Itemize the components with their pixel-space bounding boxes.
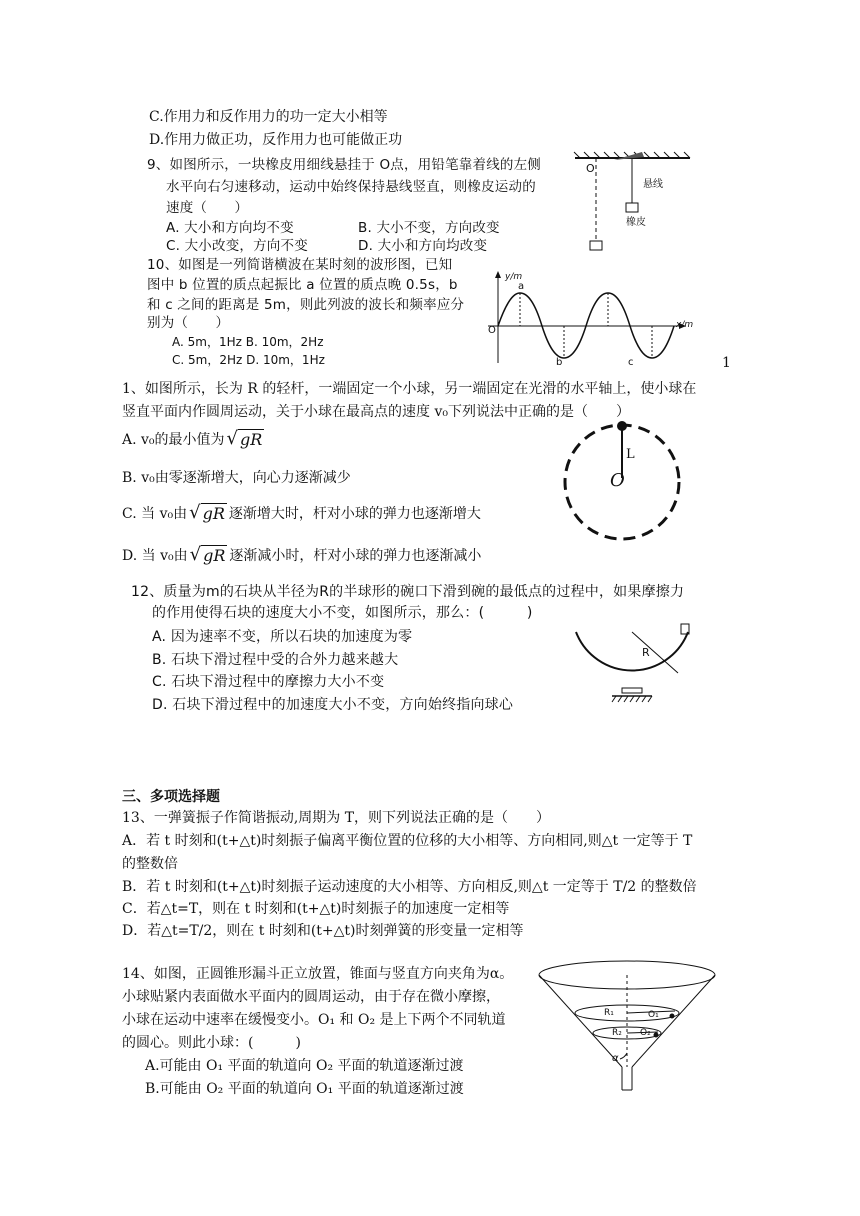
- q13-option-a-line1: A．若 t 时刻和(t+△t)时刻振子偏离平衡位置的位移的大小相等、方向相同,则△t 一定等于 T: [122, 833, 693, 849]
- q9-fig-eraser-label: 橡皮: [626, 217, 646, 228]
- q11-number-fragment: 1: [722, 355, 731, 371]
- q13-option-b: B．若 t 时刻和(t+△t)时刻振子运动速度的大小相等、方向相反,则△t 一定等于 T/2 的整数倍: [122, 879, 697, 895]
- q9-fig-line-label: 悬线: [643, 179, 663, 190]
- q10-fig-x-label: x/m: [676, 320, 694, 330]
- q14-option-b: B.可能由 O₂ 平面的轨道向 O₁ 平面的轨道逐渐过渡: [145, 1081, 464, 1097]
- q13-option-a-line2: 的整数倍: [122, 856, 178, 872]
- q8-option-c: C.作用力和反作用力的功一定大小相等: [149, 109, 388, 125]
- q12-option-d: D. 石块下滑过程中的加速度大小不变，方向始终指向球心: [152, 697, 514, 713]
- q10-stem-line1: 10、如图是一列简谐横波在某时刻的波形图，已知: [147, 257, 453, 273]
- q10-options-ab: A. 5m，1Hz B. 10m，2Hz: [172, 335, 324, 349]
- q14-fig-o1-label: O₁: [648, 1010, 659, 1020]
- q14-stem-line4: 的圆心。则此小球：( ): [122, 1035, 301, 1051]
- q13-option-c: C．若△t=T，则在 t 时刻和(t+△t)时刻振子的加速度一定相等: [122, 901, 510, 917]
- q12-stem-line2: 的作用使得石块的速度大小不变，如图所示，那么：( ): [152, 605, 533, 621]
- q11-option-a: [122, 428, 266, 450]
- q11-sqrt-body-d: gR: [203, 546, 226, 565]
- q12-stem-line1: 12、质量为m的石块从半径为R的半球形的碗口下滑到碗的最低点的过程中，如果摩擦力: [131, 584, 685, 600]
- q9-stem-line2: 水平向右匀速移动，运动中始终保持悬线竖直，则橡皮运动的: [166, 179, 536, 195]
- q11-option-b: B. v₀由零逐渐增大，向心力逐渐减少: [122, 470, 351, 486]
- q10-stem-line3: 和 c 之间的距离是 5m，则此列波的波长和频率应分: [147, 297, 465, 313]
- q10-stem-line4: 别为（ ）: [147, 315, 230, 331]
- q11-option-c-post: 逐渐增大时，杆对小球的弹力也逐渐增大: [228, 506, 481, 522]
- q11-sqrt-body-c: gR: [202, 504, 225, 523]
- q9-option-a: A. 大小和方向均不变: [166, 220, 294, 236]
- q14-fig-r2-label: R₂: [612, 1028, 622, 1038]
- q14-fig-r1-label: R₁: [604, 1008, 614, 1018]
- q9-option-b: B. 大小不变，方向改变: [358, 220, 500, 236]
- q9-option-d: D. 大小和方向均改变: [358, 238, 488, 254]
- q10-options-cd: C. 5m，2Hz D. 10m，1Hz: [172, 353, 325, 367]
- q11-option-a-text: A. v₀的最小值为: [122, 432, 225, 448]
- q12-option-c: C. 石块下滑过程中的摩擦力大小不变: [152, 674, 385, 690]
- q10-fig-a-label: a: [518, 281, 525, 292]
- q11-option-c: [122, 502, 481, 524]
- q9-option-c: C. 大小改变，方向不变: [166, 238, 308, 254]
- q14-stem-line1: 14、如图，正圆锥形漏斗正立放置，锥面与竖直方向夹角为α。: [122, 966, 514, 982]
- q12-option-a: A. 因为速率不变，所以石块的加速度为零: [152, 629, 413, 645]
- q9-fig-o-label: O: [586, 162, 595, 175]
- q11-option-c-sqrt: √ gR: [189, 502, 225, 523]
- q14-stem-line3: 小球在运动中速率在缓慢变小。O₁ 和 O₂ 是上下两个不同轨道: [122, 1012, 506, 1028]
- section-3-title: 三、多项选择题: [122, 789, 220, 805]
- q11-stem-line2: 竖直平面内作圆周运动，关于小球在最高点的速度 v₀下列说法中正确的是（ ）: [122, 404, 630, 420]
- q14-option-a: A.可能由 O₁ 平面的轨道向 O₂ 平面的轨道逐渐过渡: [145, 1058, 464, 1074]
- q9-stem-line3: 速度（ ）: [166, 200, 249, 216]
- q11-stem-line1: 1、如图所示，长为 R 的轻杆，一端固定一个小球，另一端固定在光滑的水平轴上，使小球在: [122, 381, 697, 397]
- q10-fig-c-label: c: [628, 357, 634, 368]
- q11-option-a-sqrt: √ gR: [226, 428, 263, 449]
- q11-circle-figure: [560, 418, 690, 548]
- q10-stem-line2: 图中 b 位置的质点起振比 a 位置的质点晚 0.5s，b: [147, 277, 458, 293]
- q11-option-c-pre: C. 当 v₀由: [122, 506, 188, 522]
- q11-option-d-sqrt: √ gR: [189, 544, 226, 565]
- q10-fig-y-label: y/m: [505, 272, 523, 282]
- q12-fig-r-label: R: [642, 646, 650, 659]
- q14-fig-o2-label: O₂: [640, 1028, 651, 1038]
- q14-fig-alpha-label: α: [612, 1053, 619, 1064]
- q9-stem-line1: 9、如图所示，一块橡皮用细线悬挂于 O点，用铅笔靠着线的左侧: [147, 157, 542, 173]
- q10-fig-o-label: O: [488, 325, 496, 336]
- q14-funnel-figure: [532, 955, 722, 1100]
- q11-option-d-pre: D. 当 v₀由: [122, 548, 188, 564]
- q11-option-d: [122, 544, 481, 566]
- q13-stem: 13、一弹簧振子作简谐振动,周期为 T，则下列说法正确的是（ ）: [122, 810, 551, 826]
- q10-fig-b-label: b: [556, 357, 563, 368]
- q14-stem-line2: 小球贴紧内表面做水平面内的圆周运动，由于存在微小摩擦，: [122, 989, 500, 1005]
- q8-option-d: D.作用力做正功，反作用力也可能做正功: [149, 132, 403, 148]
- q13-option-d: D．若△t=T/2，则在 t 时刻和(t+△t)时刻弹簧的形变量一定相等: [122, 923, 524, 939]
- q12-bowl-figure: [568, 618, 703, 708]
- q11-fig-l-label: L: [626, 447, 635, 462]
- q11-fig-o-label: O: [610, 470, 625, 491]
- q11-sqrt-body-a: gR: [240, 430, 263, 449]
- q12-option-b: B. 石块下滑过程中受的合外力越来越大: [152, 652, 399, 668]
- q11-option-d-post: 逐渐减小时，杆对小球的弹力也逐渐减小: [229, 548, 482, 564]
